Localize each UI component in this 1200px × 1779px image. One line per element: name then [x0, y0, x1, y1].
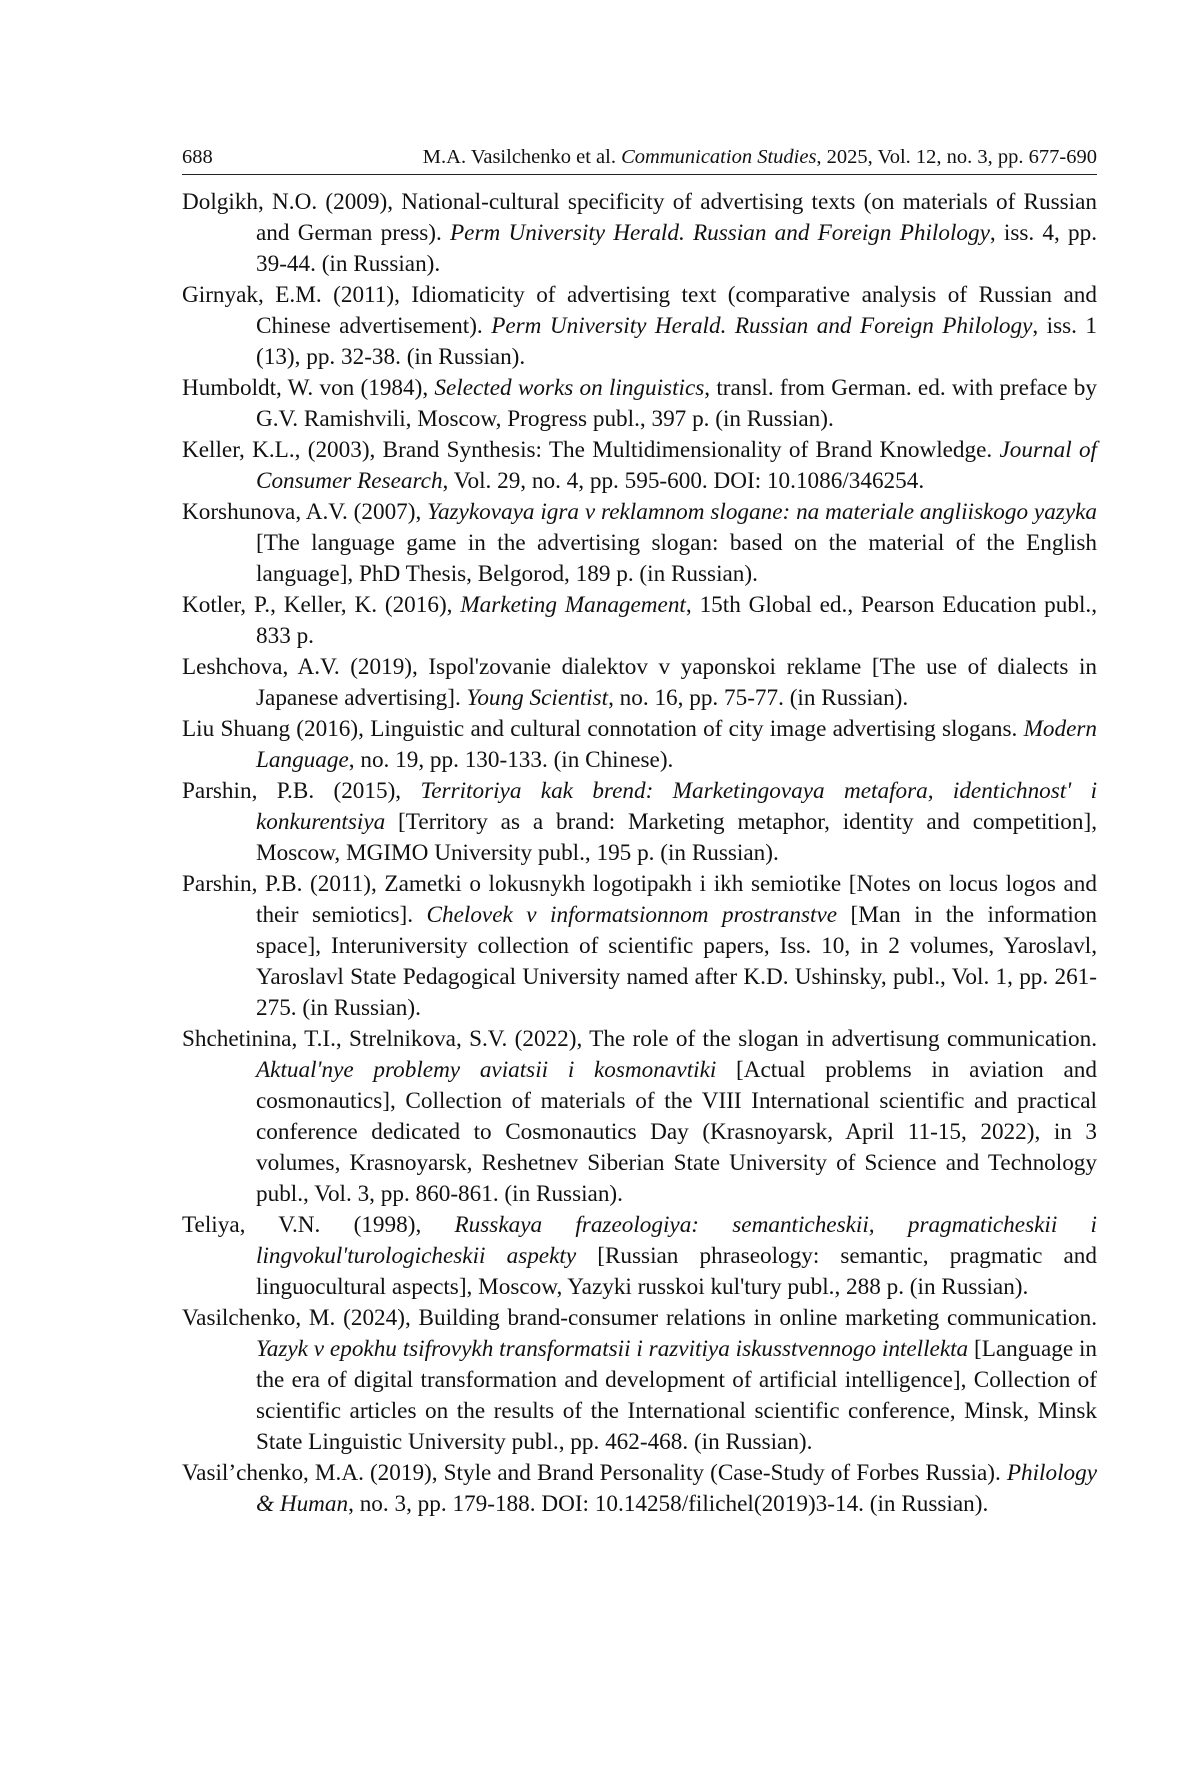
reference-source-title: Aktual'nye problemy aviatsii i kosmonavtiki [256, 1057, 717, 1083]
running-head-authors: M.A. Vasilchenko et al. [422, 146, 622, 168]
running-head-journal: Communication Studies [621, 146, 817, 168]
reference-entry [182, 869, 1097, 1024]
reference-entry [182, 776, 1097, 869]
reference-text: Korshunova, A.V. (2007), [182, 499, 428, 525]
reference-entry [182, 1458, 1097, 1520]
reference-text: Vasilchenko, M. (2024), Building brand-consumer relations in online marketing communication. [182, 1305, 1097, 1331]
reference-source-title: Journal of Consumer Research [256, 437, 1097, 494]
reference-text: Kotler, P., Keller, K. (2016), [182, 592, 461, 618]
reference-details: , 15th Global ed., Pearson Education publ., 833 p. [256, 592, 1097, 649]
reference-details: , no. 3, pp. 179-188. DOI: 10.14258/filichel(2019)3-14. (in Russian). [348, 1491, 989, 1517]
reference-details: , Vol. 29, no. 4, pp. 595-600. DOI: 10.1086/346254. [442, 468, 925, 494]
reference-entry [182, 435, 1097, 497]
reference-source-title: Perm University Herald. Russian and Foreign Philology [450, 220, 990, 246]
reference-source-title: Chelovek v informatsionnom prostranstve [426, 902, 838, 928]
reference-entry [182, 590, 1097, 652]
page-header [182, 142, 1097, 175]
reference-source-title: Russkaya frazeologiya: semanticheskii, pragmaticheskii i lingvokul'turologicheskii aspekty [256, 1212, 1097, 1269]
reference-details: [The language game in the advertising slogan: based on the material of the English language], PhD Thesis, Belgorod, 189 p. (in Russian). [256, 530, 1097, 587]
page-number: 688 [182, 146, 213, 168]
reference-text: Keller, K.L., (2003), Brand Synthesis: The Multidimensionality of Brand Knowledge. [182, 437, 1000, 463]
reference-entry [182, 187, 1097, 280]
reference-text: Parshin, P.B. (2015), [182, 778, 421, 804]
running-head [423, 146, 1097, 169]
reference-entry [182, 280, 1097, 373]
reference-text: Dolgikh, N.O. (2009), National-cultural specificity of advertising texts (on materials of Russian and German press). [182, 189, 1097, 246]
reference-details: [Language in the era of digital transformation and development of artificial intelligence], Collection of scientific articles on the results of the International scientific conference, Minsk, Minsk State Linguistic University publ., pp. 462-468. (in Russian). [256, 1336, 1097, 1455]
reference-entry [182, 373, 1097, 435]
reference-details: [Man in the information space], Interuniversity collection of scientific papers, Iss. 10, in 2 volumes, Yaroslavl, Yaroslavl State Pedagogical University named after K.D. Ushinsky, publ., Vol. 1, pp. 261-275. (in Russian). [256, 902, 1097, 1021]
reference-text: Teliya, V.N. (1998), [182, 1212, 455, 1238]
reference-details: , transl. from German. ed. with preface by G.V. Ramishvili, Moscow, Progress publ., 397 p. (in Russian). [256, 375, 1097, 432]
reference-text: Humboldt, W. von (1984), [182, 375, 435, 401]
reference-source-title: Selected works on linguistics [434, 375, 705, 401]
reference-source-title: Philology & Human [256, 1460, 1097, 1517]
reference-details: , no. 19, pp. 130-133. (in Chinese). [348, 747, 674, 773]
reference-entry [182, 497, 1097, 590]
reference-source-title: Marketing Management [460, 592, 686, 618]
reference-entry [182, 714, 1097, 776]
reference-entry [182, 1303, 1097, 1458]
reference-source-title: Territoriya kak brend: Marketingovaya metafora, identichnost' i konkurentsiya [256, 778, 1098, 835]
running-head-details: , 2025, Vol. 12, no. 3, pp. 677-690 [816, 146, 1097, 168]
reference-source-title: Yazykovaya igra v reklamnom slogane: na materiale angliiskogo yazyka [427, 499, 1098, 525]
reference-list [182, 187, 1097, 1520]
reference-details: [Russian phraseology: semantic, pragmatic and linguocultural aspects], Moscow, Yazyki russkoi kul'tury publ., 288 p. (in Russian). [256, 1243, 1097, 1300]
reference-text: Liu Shuang (2016), Linguistic and cultural connotation of city image advertising slogans. [182, 716, 1024, 742]
reference-source-title: Perm University Herald. Russian and Foreign Philology [491, 313, 1033, 339]
reference-entry [182, 652, 1097, 714]
reference-entry [182, 1210, 1097, 1303]
reference-text: Leshchova, A.V. (2019), Ispol'zovanie dialektov v yaponskoi reklame [The use of dialects in Japanese advertising]. [182, 654, 1097, 711]
reference-text: Girnyak, E.M. (2011), Idiomaticity of advertising text (comparative analysis of Russian and Chinese advertisement). [182, 282, 1097, 339]
reference-details: , iss. 4, pp. 39-44. (in Russian). [256, 220, 1098, 277]
reference-details: [Actual problems in aviation and cosmonautics], Collection of materials of the VIII International scientific and practical conference dedicated to Cosmonautics Day (Krasnoyarsk, April 11-15, 2022), in 3 volumes, Krasnoyarsk, Reshetnev Siberian State University of Science and Technology publ., Vol. 3, pp. 860-861. (in Russian). [256, 1057, 1097, 1207]
reference-text: Shchetinina, T.I., Strelnikova, S.V. (2022), The role of the slogan in advertisung communication. [182, 1026, 1097, 1052]
reference-text: Parshin, P.B. (2011), Zametki o lokusnykh logotipakh i ikh semiotike [Notes on locus logos and their semiotics]. [182, 871, 1097, 928]
reference-source-title: Modern Language [256, 716, 1097, 773]
reference-entry [182, 1024, 1097, 1210]
reference-source-title: Young Scientist [466, 685, 609, 711]
reference-details: , iss. 1 (13), pp. 32-38. (in Russian). [256, 313, 1098, 370]
reference-source-title: Yazyk v epokhu tsifrovykh transformatsii i razvitiya iskusstvennogo intellekta [256, 1336, 969, 1362]
reference-details: , no. 16, pp. 75-77. (in Russian). [608, 685, 909, 711]
reference-details: [Territory as a brand: Marketing metaphor, identity and competition], Moscow, MGIMO University publ., 195 p. (in Russian). [256, 809, 1097, 866]
reference-text: Vasil’chenko, M.A. (2019), Style and Brand Personality (Case-Study of Forbes Russia). [182, 1460, 1007, 1486]
